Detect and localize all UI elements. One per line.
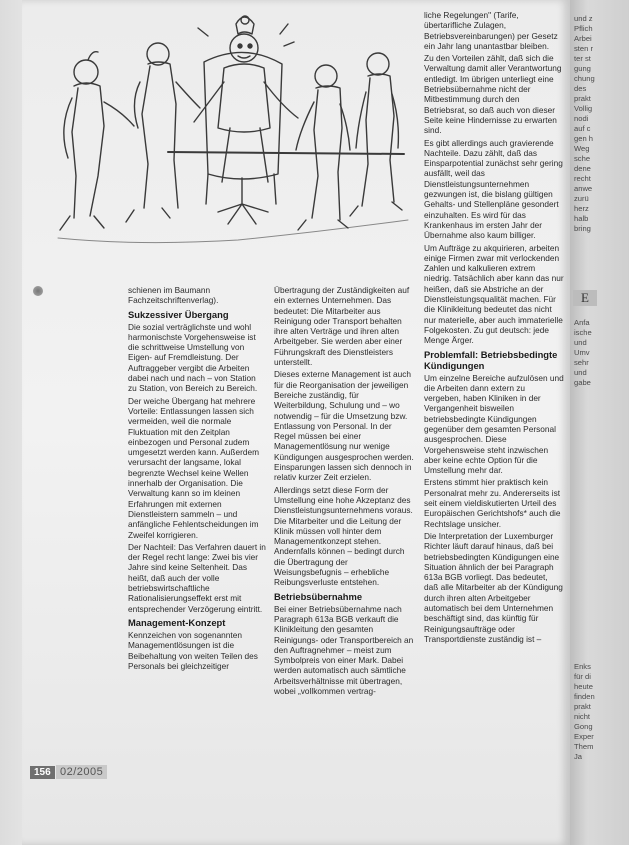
paragraph: liche Regelungen" (Tarife, übertarifliche Zulagen, Betriebsvereinbarungen) per Gesetz ein Jahr lang unantastbar bleiben. — [424, 10, 558, 51]
section-heading: Management-Konzept — [128, 616, 226, 628]
binder-hole — [33, 286, 43, 296]
paragraph: Zu den Vorteilen zählt, daß sich die Verwaltung damit aller Verantwortung entledigt. Im übrigen unterliegt eine Betriebsübernahme nicht der Mitbestimmung durch den Betriebsrat, so daß auch von dieser Seite keine Hindernisse zu erwarten sind. — [424, 53, 562, 136]
edge-text-top — [574, 14, 595, 234]
edge-text-line: ter st — [574, 54, 591, 63]
edge-text-line: sehr — [574, 358, 589, 367]
edge-text-line: dene — [574, 164, 591, 173]
edge-text-line: herz — [574, 204, 589, 213]
edge-text-line: prakt — [574, 702, 591, 711]
edge-text-line: zurü — [574, 194, 589, 203]
edge-text-line: Anfa — [574, 318, 590, 327]
text-column-2 — [274, 285, 414, 698]
edge-text-line: finden — [574, 692, 595, 701]
paragraph: Um Aufträge zu akquirieren, arbeiten einige Firmen zwar mit verlockenden Zahlen und kalkulieren extrem niedrig. Tatsächlich aber kann das nur heißen, daß sie Abstriche an der Dienstleistungsqualität machen. Für die Klinikleitung bedeutet das nicht nur materielle, aber auch immaterielle Folgekosten. Zu gut deutsch: jede Menge Ärger. — [424, 242, 564, 346]
edge-text-line: bring — [574, 224, 591, 233]
edge-text-middle — [574, 318, 592, 388]
edge-text-line: nicht — [574, 712, 591, 721]
edge-text-line: Ja — [574, 752, 583, 761]
page-number: 156 — [30, 766, 55, 779]
edge-text-line: und z — [574, 14, 593, 23]
section-heading: Betriebsübernahme — [274, 590, 363, 602]
edge-text-line: Weg — [574, 144, 590, 153]
edge-heading: E — [573, 290, 597, 306]
issue-label: 02/2005 — [56, 765, 107, 779]
edge-text-line: anwe — [574, 184, 593, 193]
edge-text-line: sten r — [574, 44, 593, 53]
edge-text-line: heute — [574, 682, 594, 691]
paragraph: schienen im Baumann Fachzeitschriftenverlag). — [128, 285, 219, 306]
edge-text-line: auf c — [574, 124, 591, 133]
edge-text-line: Arbei — [574, 34, 592, 43]
edge-text-line: prakt — [574, 94, 591, 103]
paragraph: Bei einer Betriebsübernahme nach Paragraph 613a BGB verkauft die Klinikleitung den gesamten Reinigungs- oder Transportbereich an den Auftragnehmer – meist zum Symbolpreis von einer Mark. Dabei werden automatisch auch sämtliche Arbeitsverhältnisse mit übertragen, wobei „vollkommen vertrag- — [274, 603, 414, 696]
cartoon-illustration — [48, 2, 420, 250]
edge-text-line: Vollig — [574, 104, 593, 113]
edge-text-line: nodi — [574, 114, 589, 123]
paragraph: Dieses externe Management ist auch für die Reorganisation der jeweiligen Bereiche zuständig, für Weiterbildung, Schulung und – wo notwendig – für die Umsetzung bzw. Entlassung von Personal. In der Regel müssen bei einer Managementlösung nur wenige Kündigungen ausgesprochen werden. Einsparungen lassen sich dennoch in relativ kurzer Zeit erzielen. — [274, 369, 414, 483]
paragraph: Allerdings setzt diese Form der Umstellung eine hohe Akzeptanz des Dienstleistungsunternehmens voraus. Die Mitarbeiter und die Leitung der Klinik müssen voll hinter dem Managementkonzept stehen. Andernfalls können – bedingt durch die Übertragung der Weisungsbefugnis – erhebliche Reibungsverluste entstehen. — [274, 484, 413, 588]
text-column-1 — [128, 285, 266, 673]
paragraph: Die Interpretation der Luxemburger Richter läuft darauf hinaus, daß bei betriebsbedingten Kündigungen eine Situation ähnlich der bei Paragraph 613a BGB vorliegt. Das bedeutet, daß alle Mitarbeiter ab der Kündigung durch ihren alten Arbeitgeber automatisch bei dem Unternehmen beschäftigt sind, das künftig für Reinigungsaufträge oder Transportdienste zuständig ist – — [424, 530, 563, 644]
paragraph: Es gibt allerdings auch gravierende Nachteile. Dazu zählt, daß das Einsparpotential zunächst sehr gering ausfällt, weil das Dienstleistungsunternehmen gezwungen ist, die bislang gültigen Gehalts- und Stellenpläne gesondert einzuhalten. Es wird für das Krankenhaus im ersten Jahr der Übernahme also kaum billiger. — [424, 137, 563, 241]
paragraph: Der weiche Übergang hat mehrere Vorteile: Entlassungen lassen sich vermeiden, weil die normale Fluktuation mit den Zeitplan einbezogen und Personal zudem umgesetzt werden kann. Außerdem verursacht der langsame, lokal begrenzte Wechsel keine Wellen innerhalb der Organisation. Die Verwaltung kann so im kleinen Erfahrungen mit externen Dienstleistern sammeln – und anfängliche Fehlentscheidungen im Zweifel korrigieren. — [128, 395, 259, 540]
edge-text-bottom — [574, 662, 595, 762]
edge-text-line: Exper — [574, 732, 594, 741]
edge-text-line: gung — [574, 64, 591, 73]
edge-text-line: Them — [574, 742, 594, 751]
edge-text-line: Enks — [574, 662, 591, 671]
edge-text-line: Pflich — [574, 24, 593, 33]
edge-text-line: für di — [574, 672, 591, 681]
paragraph: Kennzeichen von sogenannten Managementlösungen ist die Beibehaltung von weiten Teilen des Personals bei gleichzeitiger — [128, 629, 258, 671]
paragraph: Der Nachteil: Das Verfahren dauert in der Regel recht lange: Zwei bis vier Jahre sind keine Seltenheit. Das heißt, daß auch der volle betriebswirtschaftliche Rationalisierungseffekt erst mit entsprechender Verzögerung eintritt. — [128, 541, 266, 614]
section-heading: Problemfall: Betriebsbedingte Kündigungen — [424, 348, 558, 371]
edge-text-line: Gong — [574, 722, 593, 731]
edge-text-line: ische — [574, 328, 592, 337]
paragraph: Um einzelne Bereiche aufzulösen und die Arbeiten dann extern zu vergeben, haben Kliniken in der Vergangenheit bisweilen betriebsbedingte Kündigungen gegenüber dem gesamten Personal ausgesprochen. Diese Vorgehensweise steht inzwischen aber keine echte Option für die Umstellung mehr dar. — [424, 372, 564, 476]
section-heading: Sukzessiver Übergang — [128, 308, 229, 320]
adjacent-page-edge — [570, 0, 629, 845]
text-column-3 — [424, 0, 564, 646]
edge-text-line: Umv — [574, 348, 590, 357]
paragraph: Die sozial verträglichste und wohl harmonischste Vorgehensweise ist die schrittweise Umstellung von Eigen- auf Fremdleistung. Der Auftraggeber vergibt die Arbeiten dabei nach und nach – von Station zu Station, von Bereich zu Bereich. — [128, 321, 258, 394]
edge-text-line: und — [574, 338, 587, 347]
edge-text-line: chung — [574, 74, 595, 83]
edge-text-line: recht — [574, 174, 591, 183]
edge-text-line: und — [574, 368, 587, 377]
edge-text-line: gabe — [574, 378, 591, 387]
paragraph: Übertragung der Zuständigkeiten auf ein externes Unternehmen. Das bedeutet: Die Mitarbeiter aus Reinigung oder Transport behalten ihre alten Verträge und ihren alten Arbeitgeber. Sie werden aber einer Führungskraft des Dienstleisters unterstellt. — [274, 285, 410, 368]
edge-text-line: sche — [574, 154, 591, 163]
edge-text-line: gen h — [574, 134, 594, 143]
paragraph: Erstens stimmt hier praktisch kein Personalrat mehr zu. Andererseits ist seit einem vieldiskutierten Urteil des Europäischen Gerichtshofs* auch die Rechtslage unsicher. — [424, 477, 561, 529]
edge-text-line: halb — [574, 214, 589, 223]
edge-text-line: des — [574, 84, 587, 93]
